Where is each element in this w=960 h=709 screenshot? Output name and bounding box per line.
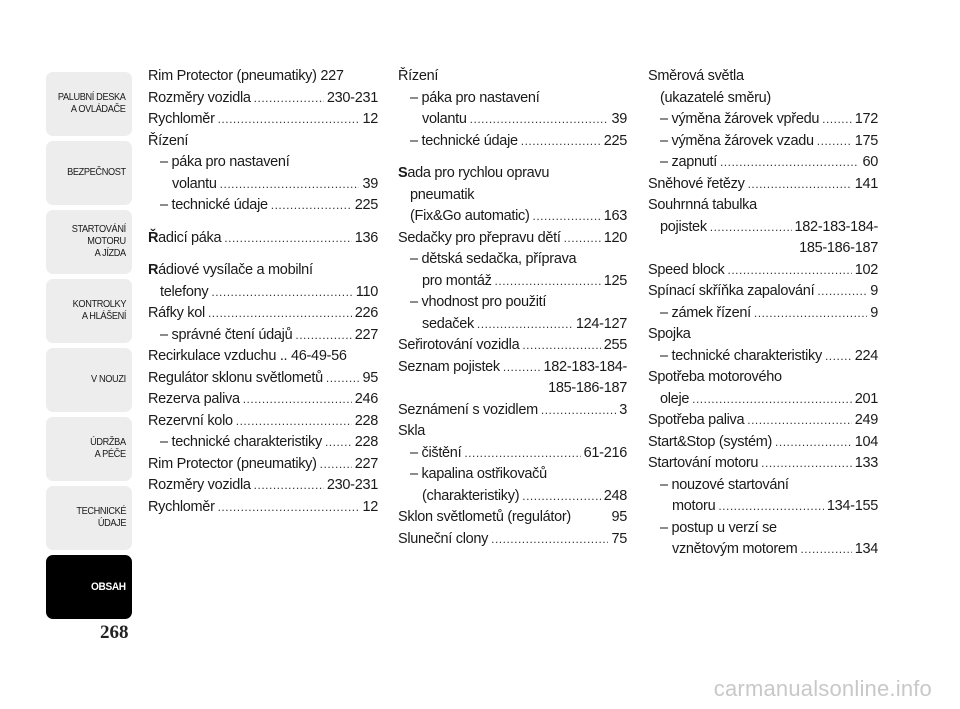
index-entry: – zámek řízení ..... 9 xyxy=(648,303,878,325)
index-entry: Rozměry vozidla ..... 230-231 xyxy=(148,88,378,110)
watermark: carmanualsonline.info xyxy=(713,676,932,701)
index-entry: vznětovým motorem ..... 134 xyxy=(648,539,878,561)
index-entry: volantu ..... 39 xyxy=(148,174,378,196)
tab-label: KONTROLKY A HLÁŠENÍ xyxy=(72,299,126,322)
index-entry: volantu ..... 39 xyxy=(398,109,627,131)
index-entry: Rychloměr ..... 12 xyxy=(148,109,378,131)
tab-bezpecnost[interactable] xyxy=(46,141,132,205)
index-entry: – technické údaje ..... 225 xyxy=(148,195,378,217)
index-entry: – čištění ..... 61-216 xyxy=(398,443,627,465)
tab-palubni-deska[interactable] xyxy=(46,72,132,136)
index-entry: Startování motoru ..... 133 xyxy=(648,453,878,475)
index-entry: Spínací skříňka zapalování ..... 9 xyxy=(648,281,878,303)
index-entry: Rezervní kolo ..... 228 xyxy=(148,411,378,433)
index-entry: – výměna žárovek vzadu ..... 175 xyxy=(648,131,878,153)
index-entry: – správné čtení údajů ..... 227 xyxy=(148,325,378,347)
index-entry: sedaček ..... 124-127 xyxy=(398,314,627,336)
index-entry: Rozměry vozidla ..... 230-231 xyxy=(148,475,378,497)
index-entry: – zapnutí ..... 60 xyxy=(648,152,878,174)
index-entry: Sluneční clony ..... 75 xyxy=(398,529,627,551)
index-entry: – páka pro nastavení xyxy=(410,89,540,106)
tab-label: TECHNICKÉ ÚDAJE xyxy=(76,506,126,529)
index-entry: Rádiové vysílače a mobilní xyxy=(148,262,313,278)
index-entry: oleje ..... 201 xyxy=(648,389,878,411)
index-column-2 xyxy=(398,66,627,550)
index-column-3 xyxy=(648,66,878,561)
index-entry: Seznámení s vozidlem ..... 3 xyxy=(398,400,627,422)
tab-kontrolky[interactable] xyxy=(46,279,132,343)
index-entry: Seřirotování vozidla ..... 255 xyxy=(398,335,627,357)
index-entry: Rim Protector (pneumatiky) ..... 227 xyxy=(148,454,378,476)
index-entry: Speed block ..... 102 xyxy=(648,260,878,282)
index-entry: Souhrnná tabulka xyxy=(648,197,757,213)
tab-label: STARTOVÁNÍ MOTORU A JÍZDA xyxy=(71,224,126,259)
tab-label: BEZPEČNOST xyxy=(67,167,126,178)
index-entry: telefony ..... 110 xyxy=(148,282,378,304)
index-entry: Spotřeba motorového xyxy=(648,369,782,385)
index-entry: (ukazatelé směru) xyxy=(660,89,771,106)
tab-label: V NOUZI xyxy=(91,374,126,385)
index-entry: – kapalina ostřikovačů xyxy=(410,466,547,482)
index-entry: pojistek ..... 182-183-184- xyxy=(648,217,878,239)
index-entry: (Fix&Go automatic) ..... 163 xyxy=(398,206,627,228)
index-entry: pneumatik xyxy=(410,186,475,203)
index-entry: Start&Stop (systém) ..... 104 xyxy=(648,432,878,454)
index-column-1 xyxy=(148,66,378,518)
index-entry: – dětská sedačka, příprava xyxy=(410,251,577,267)
index-entry: 185-186-187 xyxy=(799,240,878,256)
index-entry: – výměna žárovek vpředu ..... 172 xyxy=(648,109,878,131)
index-entry: Sklon světlometů (regulátor) 95 xyxy=(398,509,627,525)
index-entry: Řadicí páka ..... 136 xyxy=(148,228,378,250)
index-entry: pro montáž ..... 125 xyxy=(398,271,627,293)
tab-label: OBSAH xyxy=(91,581,126,593)
index-entry: Rezerva paliva ..... 246 xyxy=(148,389,378,411)
index-entry: – technické charakteristiky ..... 224 xyxy=(648,346,878,368)
index-entry: Řízení xyxy=(148,132,189,149)
index-entry: Spotřeba paliva ..... 249 xyxy=(648,410,878,432)
index-entry: Recirkulace vzduchu .. 46-49-56 xyxy=(148,348,347,364)
tab-label: ÚDRŽBA A PÉČE xyxy=(90,437,126,460)
index-entry: – páka pro nastavení xyxy=(160,154,290,170)
index-entry: Rychloměr ..... 12 xyxy=(148,497,378,519)
index-entry: Rim Protector (pneumatiky) 227 xyxy=(148,68,344,84)
tab-label: PALUBNÍ DESKA A OVLÁDAČE xyxy=(58,92,126,115)
index-entry: Seznam pojistek ..... 182-183-184- xyxy=(398,357,627,379)
page-number: 268 xyxy=(100,622,129,643)
index-entry: Regulátor sklonu světlometů ..... 95 xyxy=(148,368,378,390)
index-entry: Skla xyxy=(398,423,426,439)
index-entry: Sedačky pro přepravu dětí ..... 120 xyxy=(398,228,627,250)
index-entry: – vhodnost pro použití xyxy=(410,294,547,310)
index-entry: Řízení xyxy=(398,68,439,84)
index-entry: 185-186-187 xyxy=(548,380,627,396)
index-entry: – technické charakteristiky ..... 228 xyxy=(148,432,378,454)
index-entry: – technické údaje ..... 225 xyxy=(398,131,627,153)
index-entry: – nouzové startování xyxy=(660,476,789,493)
tab-udrzba[interactable] xyxy=(46,417,132,481)
index-entry: Směrová světla xyxy=(648,68,744,84)
index-entry: Sněhové řetězy ..... 141 xyxy=(648,174,878,196)
index-entry: (charakteristiky) ..... 248 xyxy=(398,486,627,508)
index-entry: Spojka xyxy=(648,326,691,342)
tab-v-nouzi[interactable] xyxy=(46,348,132,412)
tab-obsah[interactable] xyxy=(46,555,132,619)
tab-technicke-udaje[interactable] xyxy=(46,486,132,550)
index-entry: – postup u verzí se xyxy=(660,519,777,536)
tab-startovani[interactable] xyxy=(46,210,132,274)
index-entry: Sada pro rychlou opravu xyxy=(398,165,550,181)
index-entry: Ráfky kol ..... 226 xyxy=(148,303,378,325)
index-entry: motoru ..... 134-155 xyxy=(648,496,878,518)
